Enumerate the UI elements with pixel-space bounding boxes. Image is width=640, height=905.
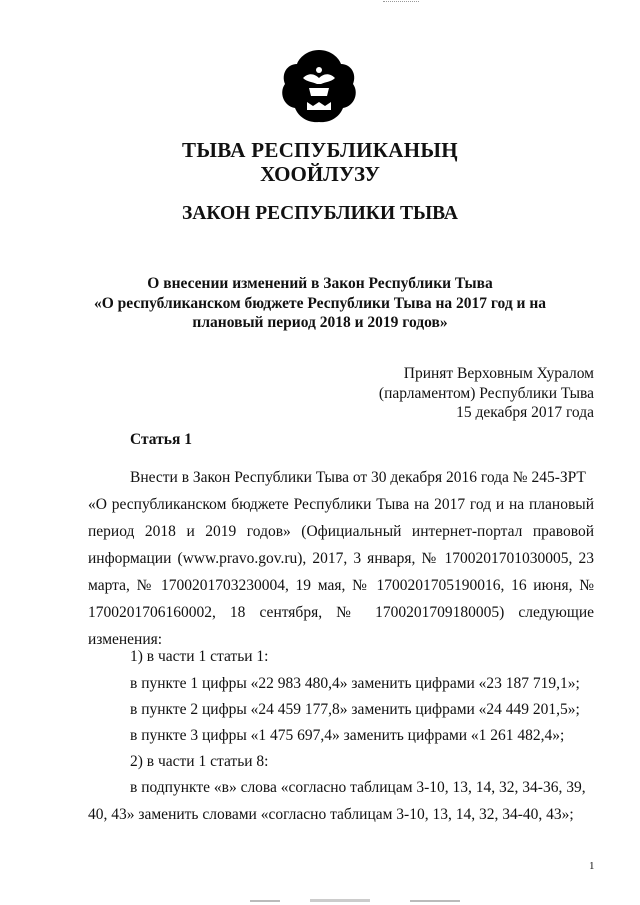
list-item: в пункте 2 цифры «24 459 177,8» заменить цифрами «24 449 201,5»;: [130, 701, 580, 718]
adoption-date: 15 декабря 2017 года: [456, 404, 594, 421]
list-item: в пункте 3 цифры «1 475 697,4» заменить цифрами «1 261 482,4»;: [130, 727, 565, 744]
intro-paragraph: [88, 464, 594, 653]
intro-line-2: «О республиканском бюджете Республики Тыва на 2017 год и на плановый: [88, 496, 594, 513]
adoption-line-1: Принят Верховным Хуралом: [403, 365, 594, 382]
emblem-star: [316, 67, 322, 73]
republic-of-tyva-emblem-icon: [279, 48, 359, 124]
page-number: 1: [589, 860, 595, 872]
article-heading: Статья 1: [130, 431, 192, 448]
adoption-note: [379, 364, 594, 423]
intro-line-1: Внести в Закон Республики Тыва от 30 декабря 2016 года № 245-ЗРТ: [130, 469, 586, 486]
intro-line-5: марта, № 1700201703230004, 19 мая, № 1700201705190016, 16 июня, №: [88, 577, 594, 594]
law-title-line-3: плановый период 2018 и 2019 годов»: [192, 314, 448, 331]
continuation-line: 40, 43» заменить словами «согласно таблицам 3-10, 13, 14, 32, 34-40, 43»;: [88, 806, 574, 823]
list-item: в пункте 1 цифры «22 983 480,4» заменить цифрами «23 187 719,1»;: [130, 675, 580, 692]
scan-artifact-bottom: [240, 898, 480, 904]
adoption-line-2: (парламентом) Республики Тыва: [378, 384, 594, 402]
law-title-line-2: «О республиканском бюджете Республики Тыва на 2017 год и на: [93, 294, 547, 312]
scan-artifact-top: [383, 1, 419, 3]
intro-line-4: информации (www.pravo.gov.ru), 2017, 3 января, № 1700201701030005, 23: [88, 550, 594, 567]
list-item: 1) в части 1 статьи 1:: [130, 648, 269, 665]
law-heading: ЗАКОН РЕСПУБЛИКИ ТЫВА: [181, 203, 459, 224]
emblem-horse: [309, 88, 329, 96]
law-title: [90, 274, 550, 333]
law-title-line-1: О внесении изменений в Закон Республики Тыва: [147, 275, 493, 292]
intro-line-7: изменения:: [88, 631, 163, 648]
list-item: 2) в части 1 статьи 8:: [130, 753, 269, 770]
header-tyvan-line-1: ТЫВА РЕСПУБЛИКАНЫҢ: [182, 138, 458, 162]
intro-line-6: 1700201706160002, 18 сентября, № 1700201709180005) следующие: [88, 604, 594, 621]
intro-line-3: период 2018 и 2019 годов» (Официальный интернет-портал правовой: [88, 523, 594, 540]
header-tyvan-line-2: ХООЙЛУЗУ: [260, 162, 380, 186]
emblem-shield: [282, 50, 356, 122]
list-item: в подпункте «в» слова «согласно таблицам 3-10, 13, 14, 32, 34-36, 39,: [130, 779, 586, 796]
